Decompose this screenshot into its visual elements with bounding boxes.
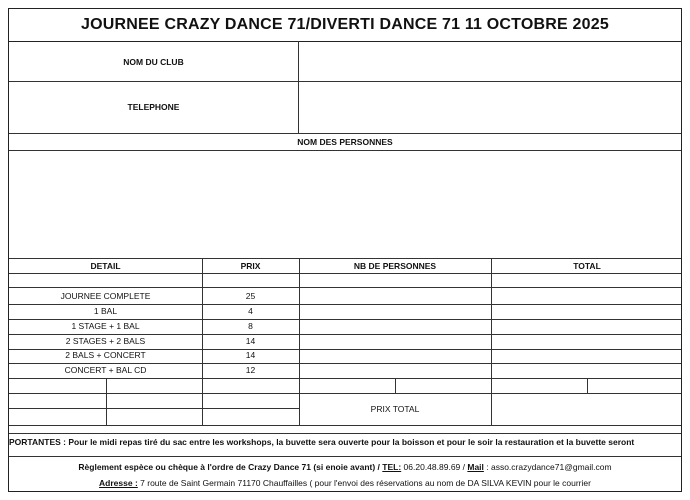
registration-form: [8, 8, 682, 492]
phone-input[interactable]: [299, 82, 682, 132]
row-prix: 14: [245, 350, 256, 360]
tel-label: TEL:: [382, 462, 402, 472]
divider: [106, 378, 107, 425]
header-prix: PRIX: [240, 261, 261, 271]
mail-value: : asso.crazydance71@gmail.com: [483, 462, 612, 472]
row-detail: 2 STAGES + 2 BALS: [65, 336, 146, 346]
club-label: NOM DU CLUB: [123, 57, 184, 67]
divider: [9, 378, 681, 379]
persons-input[interactable]: [9, 151, 681, 257]
form-title: JOURNEE CRAZY DANCE 71/DIVERTI DANCE 71 11 OCTOBRE 2025: [9, 9, 681, 42]
divider: [9, 133, 681, 134]
divider: [9, 456, 681, 457]
important-note: PORTANTES : Pour le midi repas tiré du sac entre les workshops, la buvette sera ouverte pour la boisson et pour le soir la restauration et la buvette seront: [9, 437, 635, 447]
row-detail: 2 BALS + CONCERT: [65, 350, 146, 360]
divider: [9, 393, 681, 394]
divider: [9, 319, 681, 320]
divider: [9, 408, 299, 409]
payment-line: [9, 462, 681, 472]
divider: [491, 258, 492, 425]
divider: [9, 258, 681, 259]
row-prix: 12: [245, 365, 256, 375]
row-detail: CONCERT + BAL CD: [64, 365, 147, 375]
payment-text: Règlement espèce ou chèque à l'ordre de Crazy Dance 71 (si enoie avant) /: [78, 462, 383, 472]
phone-label: TELEPHONE: [127, 102, 180, 112]
row-detail: 1 STAGE + 1 BAL: [71, 321, 140, 331]
club-input[interactable]: [299, 43, 682, 81]
divider: [9, 363, 681, 364]
divider: [9, 273, 681, 274]
header-total: TOTAL: [573, 261, 601, 271]
header-detail: DETAIL: [90, 261, 121, 271]
prix-total-label: PRIX TOTAL: [370, 404, 420, 414]
divider: [9, 287, 681, 288]
divider: [587, 378, 588, 393]
divider: [9, 433, 681, 434]
row-prix: 14: [245, 336, 256, 346]
address-label: Adresse :: [99, 478, 138, 488]
persons-label: NOM DES PERSONNES: [297, 137, 393, 147]
row-prix: 8: [248, 321, 253, 331]
address-line: [9, 478, 681, 488]
row-prix: 25: [245, 291, 256, 301]
divider: [299, 258, 300, 425]
row-prix: 4: [248, 306, 253, 316]
mail-label: Mail: [467, 462, 484, 472]
divider: [395, 378, 396, 393]
divider: [9, 334, 681, 335]
tel-value: 06.20.48.89.69 /: [401, 462, 468, 472]
divider: [9, 304, 681, 305]
row-detail: 1 BAL: [93, 306, 118, 316]
header-nb-personnes: NB DE PERSONNES: [353, 261, 437, 271]
row-detail: JOURNEE COMPLETE: [60, 291, 151, 301]
address-text: 7 route de Saint Germain 71170 Chauffailles ( pour l'envoi des réservations au nom de DA SILVA KEVIN pour le courrier: [137, 478, 591, 488]
divider: [9, 425, 681, 426]
